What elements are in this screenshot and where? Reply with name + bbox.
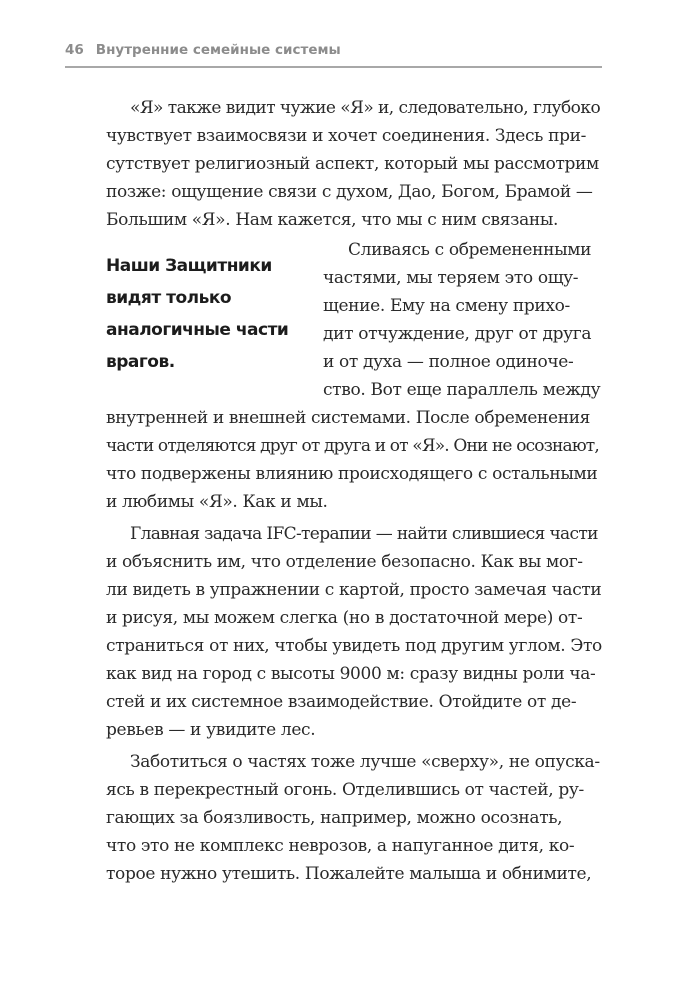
text-line: «Я» также видит чужие «Я» и, следовательно, глубоко bbox=[130, 98, 601, 118]
text-line: торое нужно утешить. Пожалейте малыша и обнимите, bbox=[106, 864, 592, 884]
text-line: Заботиться о частях тоже лучше «сверху», не опуска- bbox=[130, 752, 600, 772]
text-line: и рисуя, мы можем слегка (но в достаточной мере) от- bbox=[106, 608, 583, 628]
text-line: сутствует религиозный аспект, который мы рассмотрим bbox=[106, 154, 599, 174]
text-line: как вид на город с высоты 9000 м: сразу видны роли ча- bbox=[106, 664, 596, 684]
text-line: и любимы «Я». Как и мы. bbox=[106, 492, 328, 512]
pull-quote-line: Наши Защитники bbox=[106, 256, 272, 276]
text-line: и от духа — полное одиноче- bbox=[323, 352, 574, 372]
text-line: стей и их системное взаимодействие. Отойдите от де- bbox=[106, 692, 577, 712]
page-number: 46 bbox=[65, 42, 84, 58]
text-line: ясь в перекрестный огонь. Отделившись от частей, ру- bbox=[106, 780, 584, 800]
text-line: страниться от них, чтобы увидеть под другим углом. Это bbox=[106, 636, 602, 656]
text-line: ревьев — и увидите лес. bbox=[106, 720, 316, 740]
text-line: что подвержены влиянию происходящего с остальными bbox=[106, 464, 598, 484]
text-line: гающих за боязливость, например, можно осознать, bbox=[106, 808, 563, 828]
text-line: Главная задача IFC-терапии — найти слившиеся части bbox=[130, 524, 598, 544]
text-line: Большим «Я». Нам кажется, что мы с ним связаны. bbox=[106, 210, 559, 230]
pull-quote-line: видят только bbox=[106, 288, 232, 308]
text-line: внутренней и внешней системами. После обременения bbox=[106, 408, 591, 428]
text-line: части отделяются друг от друга и от «Я». Они не осознают, bbox=[106, 436, 599, 456]
header-rule bbox=[65, 66, 602, 68]
text-line: позже: ощущение связи с духом, Дао, Богом, Брамой — bbox=[106, 182, 593, 202]
running-header bbox=[65, 42, 602, 58]
pull-quote-line: аналогичные части bbox=[106, 320, 289, 340]
text-line: ли видеть в упражнении с картой, просто замечая части bbox=[106, 580, 602, 600]
text-line: дит отчуждение, друг от друга bbox=[323, 324, 592, 344]
text-line: что это не комплекс неврозов, а напуганное дитя, ко- bbox=[106, 836, 575, 856]
text-line: частями, мы теряем это ощу- bbox=[323, 268, 579, 288]
text-line: щение. Ему на смену прихо- bbox=[323, 296, 570, 316]
text-line: чувствует взаимосвязи и хочет соединения. Здесь при- bbox=[106, 126, 587, 146]
pull-quote-line: врагов. bbox=[106, 352, 175, 372]
book-title: Внутренние семейные системы bbox=[95, 42, 341, 58]
text-line: ство. Вот еще параллель между bbox=[323, 380, 601, 400]
text-line: Сливаясь с обремененными bbox=[348, 240, 592, 260]
text-line: и объяснить им, что отделение безопасно. Как вы мог- bbox=[106, 552, 583, 572]
